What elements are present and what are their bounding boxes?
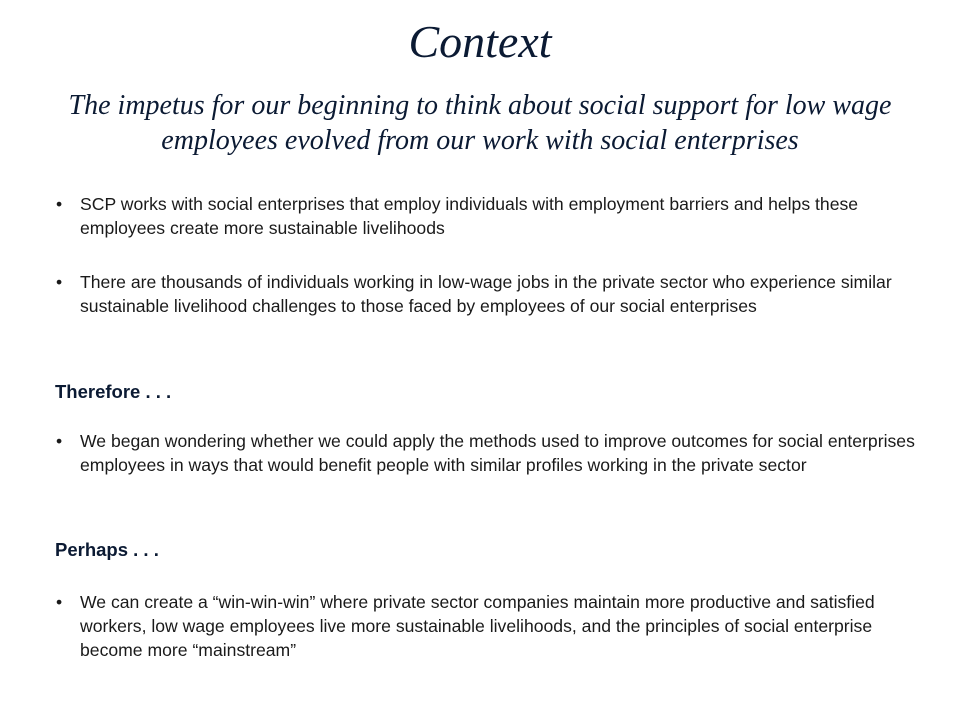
heading-therefore: Therefore . . . — [55, 381, 172, 402]
bullet-text: SCP works with social enterprises that employ individuals with employment barriers and helps these employees create more sustainable livelihoods — [80, 194, 859, 238]
bullet-item — [56, 590, 926, 662]
bullet-item — [56, 270, 926, 318]
heading-perhaps: Perhaps . . . — [55, 539, 159, 560]
bullet-text: We can create a “win-win-win” where private sector companies maintain more productive and satisfied workers, low wage employees live more sustainable livelihoods, and the principles of social enterprise become more “mainstream” — [80, 592, 875, 660]
bullet-dot: • — [56, 272, 63, 292]
bullet-dot: • — [56, 592, 63, 612]
bullet-dot: • — [56, 194, 63, 214]
bullet-item — [56, 429, 926, 477]
bullet-text: There are thousands of individuals working in low-wage jobs in the private sector who experience similar sustainable livelihood challenges to those faced by employees of our social enterprises — [80, 272, 892, 316]
slide-title: Context — [408, 16, 552, 67]
bullet-dot: • — [56, 431, 63, 451]
bullet-item — [56, 192, 926, 240]
slide-subtitle: The impetus for our beginning to think about social support for low wage employees evolved from our work with social enterprises — [68, 90, 892, 156]
bullet-text: We began wondering whether we could apply the methods used to improve outcomes for social enterprises employees in ways that would benefit people with similar profiles working in the private sector — [80, 431, 915, 475]
